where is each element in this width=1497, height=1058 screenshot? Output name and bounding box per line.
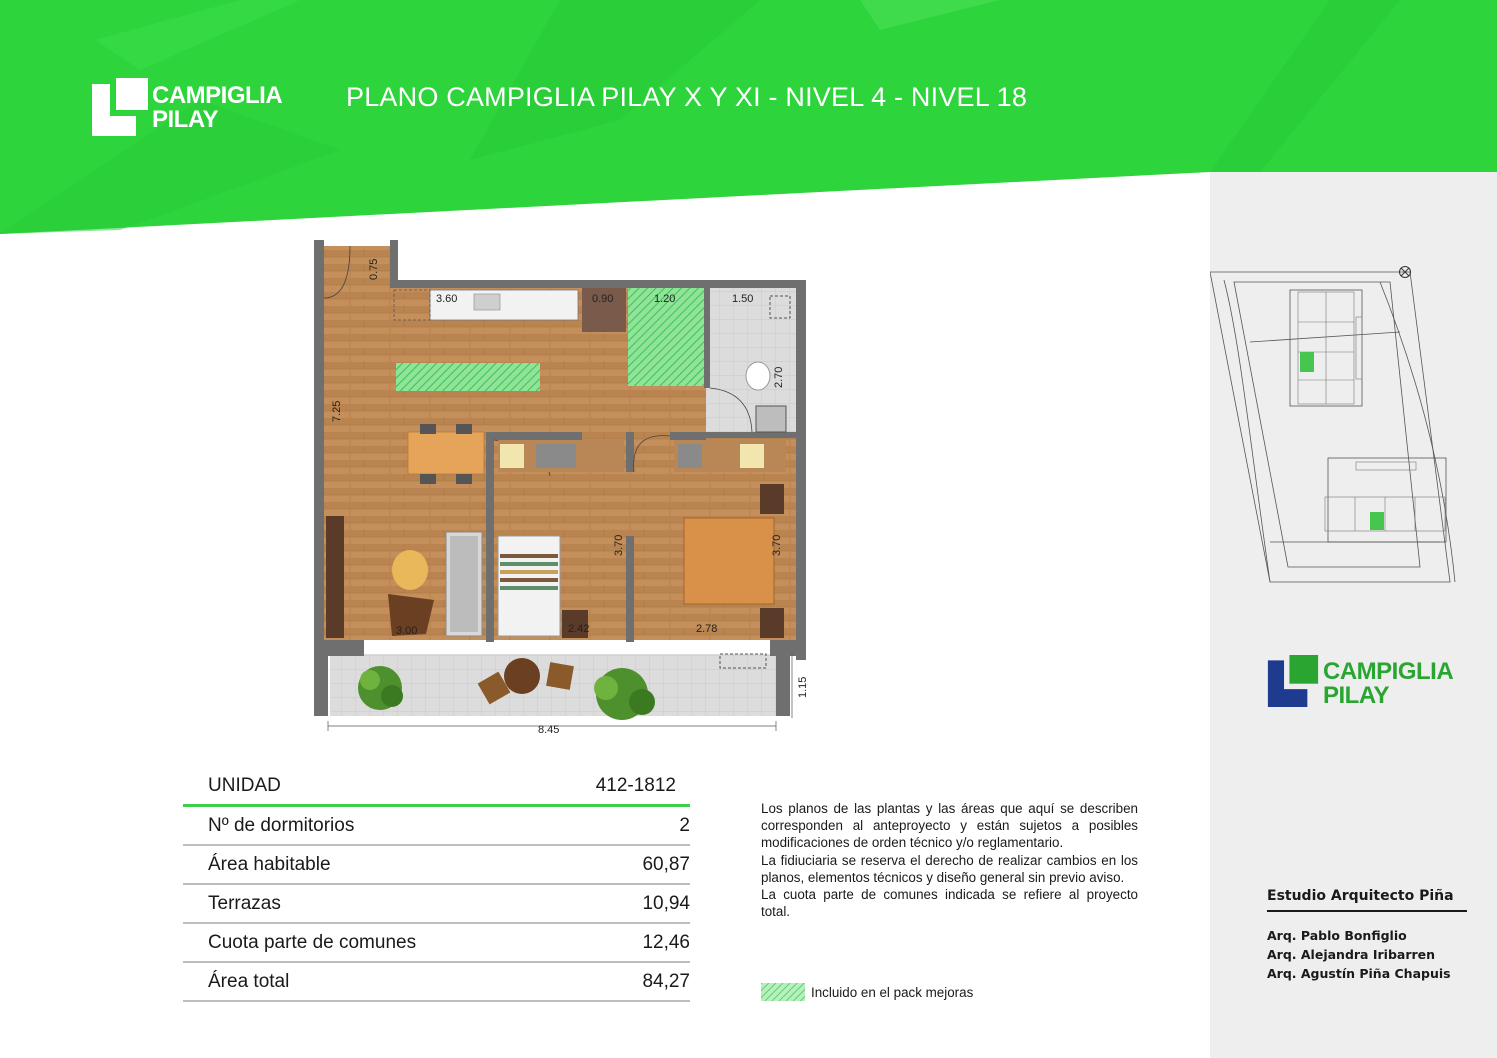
- logo-line2: PILAY: [1323, 682, 1389, 709]
- sidebar-logo-text: [1323, 660, 1453, 708]
- architect-name: Arq. Agustín Piña Chapuis: [1267, 966, 1451, 981]
- unit-specs-table: [183, 768, 690, 1002]
- table-row: [183, 846, 690, 885]
- logo-line1: CAMPIGLIA: [1323, 658, 1454, 685]
- disclaimer-paragraph: Los planos de las plantas y las áreas que aquí se describen corresponden al anteproyecto y están sujetos a posibles modificaciones de orden técnico y/o reglamentario.: [761, 801, 1138, 851]
- unit-header-row: [183, 768, 690, 807]
- dimension-label: 2.78: [696, 623, 718, 635]
- studio-credits: [1267, 888, 1467, 983]
- logo-line2: PILAY: [152, 106, 218, 133]
- architect-list: [1267, 926, 1467, 983]
- table-row: [183, 924, 690, 963]
- row-value: 84,27: [642, 970, 690, 992]
- studio-name: Estudio Arquitecto Piña: [1267, 888, 1467, 912]
- page-title: PLANO CAMPIGLIA PILAY X Y XI - NIVEL 4 - NIVEL 18: [346, 82, 1028, 112]
- row-label: Terrazas: [208, 892, 281, 914]
- dimension-label: 0.75: [368, 258, 380, 280]
- row-value: 10,94: [642, 892, 690, 914]
- header-logo: [92, 78, 312, 138]
- dimension-label: 3.70: [613, 534, 625, 556]
- dimension-label: 0.90: [592, 293, 614, 305]
- row-label: Área total: [208, 970, 290, 992]
- dimension-label: 2.42: [568, 623, 590, 635]
- table-row: [183, 963, 690, 1002]
- dimension-label: 2.70: [773, 366, 785, 388]
- sidebar-logo: [1267, 655, 1477, 710]
- dimension-label: 1.20: [654, 293, 676, 305]
- disclaimer-paragraph: La cuota parte de comunes indicada se refiere al proyecto total.: [761, 887, 1138, 920]
- site-plan: [1210, 262, 1497, 592]
- logo-line1: CAMPIGLIA: [152, 82, 283, 109]
- logo-mark-icon: [92, 78, 148, 136]
- legend-label: Incluido en el pack mejoras: [811, 984, 974, 1000]
- hatch-swatch-icon: [761, 983, 805, 1001]
- row-label: Nº de dormitorios: [208, 814, 355, 836]
- dimension-label: 7.25: [331, 400, 343, 422]
- logo-mark-icon: [1267, 655, 1319, 707]
- dimension-label: 1.15: [797, 676, 809, 698]
- dimension-label: 3.00: [396, 625, 418, 637]
- dimension-label: 3.60: [436, 293, 458, 305]
- unit-value: 412-1812: [595, 775, 676, 796]
- floor-plan: [300, 236, 820, 746]
- dimension-label: 1.50: [732, 293, 754, 305]
- unit-label: UNIDAD: [208, 775, 281, 796]
- table-row: [183, 885, 690, 924]
- disclaimer-paragraph: La fidiuciaria se reserva el derecho de realizar cambios en los planos, elementos técnicos y diseño general sin previo aviso.: [761, 852, 1138, 885]
- header-logo-text: [152, 84, 282, 132]
- table-row: [183, 807, 690, 846]
- disclaimer: [761, 800, 1138, 920]
- row-label: Cuota parte de comunes: [208, 931, 417, 953]
- row-value: 60,87: [642, 853, 690, 875]
- row-value: 12,46: [642, 931, 690, 953]
- dimension-label: 3.70: [771, 534, 783, 556]
- row-value: 2: [679, 814, 690, 836]
- legend: [761, 983, 973, 1001]
- architect-name: Arq. Pablo Bonfiglio: [1267, 928, 1407, 943]
- row-label: Área habitable: [208, 853, 331, 875]
- architect-name: Arq. Alejandra Iribarren: [1267, 947, 1436, 962]
- dimension-label: 8.45: [538, 724, 560, 736]
